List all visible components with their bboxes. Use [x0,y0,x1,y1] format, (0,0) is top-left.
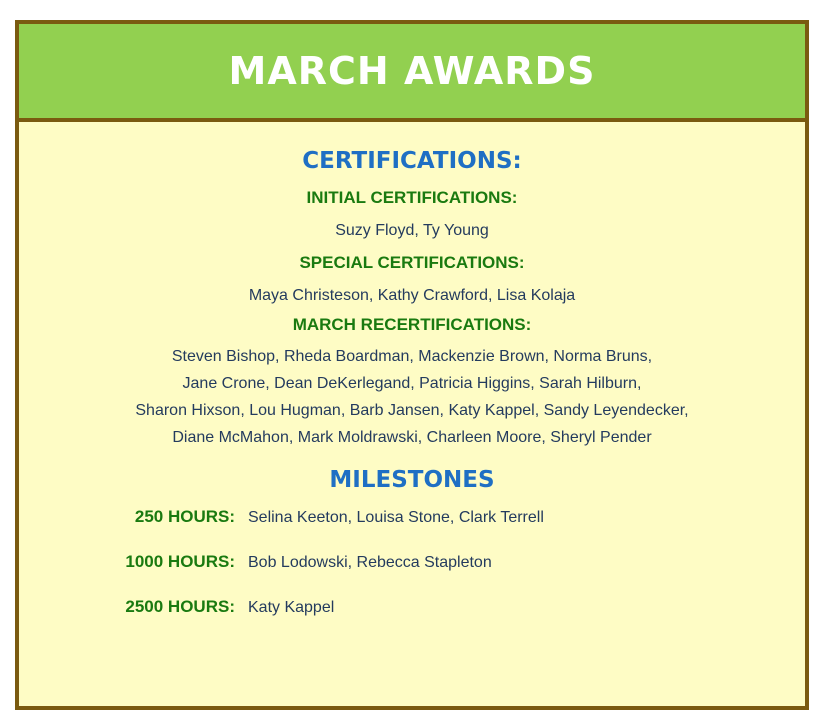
milestone-names: Selina Keeton, Louisa Stone, Clark Terrell [248,509,544,526]
milestone-hours-label: 2500 HOURS: [125,597,235,616]
recertifications-label: MARCH RECERTIFICATIONS: [292,315,532,334]
awards-content [19,122,805,642]
special-certifications-label: SPECIAL CERTIFICATIONS: [299,253,525,272]
recertifications-line: Sharon Hixson, Lou Hugman, Barb Jansen, Katy Kappel, Sandy Leyendecker, [135,402,689,419]
recertifications-names [19,343,805,451]
milestone-names: Bob Lodowski, Rebecca Stapleton [248,554,492,571]
milestone-row [19,597,805,642]
initial-certifications-names: Suzy Floyd, Ty Young [335,222,489,239]
recertifications-line: Jane Crone, Dean DeKerlegand, Patricia Higgins, Sarah Hilburn, [182,375,642,392]
recertifications-line: Diane McMahon, Mark Moldrawski, Charleen Moore, Sheryl Pender [172,429,652,446]
special-certifications-names: Maya Christeson, Kathy Crawford, Lisa Kolaja [248,287,576,304]
milestone-row [19,552,805,597]
milestone-row [19,507,805,552]
milestone-names: Katy Kappel [248,599,335,616]
milestones-list [19,507,805,642]
awards-panel [15,20,809,710]
initial-certifications-label: INITIAL CERTIFICATIONS: [306,188,518,207]
certifications-heading: CERTIFICATIONS: [302,148,522,174]
milestones-heading: MILESTONES [329,467,495,493]
page-title: MARCH AWARDS [228,49,596,93]
milestone-hours-label: 250 HOURS: [134,507,235,526]
recertifications-line: Steven Bishop, Rheda Boardman, Mackenzie Brown, Norma Bruns, [171,348,653,365]
header-banner [19,24,805,122]
milestone-hours-label: 1000 HOURS: [125,552,235,571]
